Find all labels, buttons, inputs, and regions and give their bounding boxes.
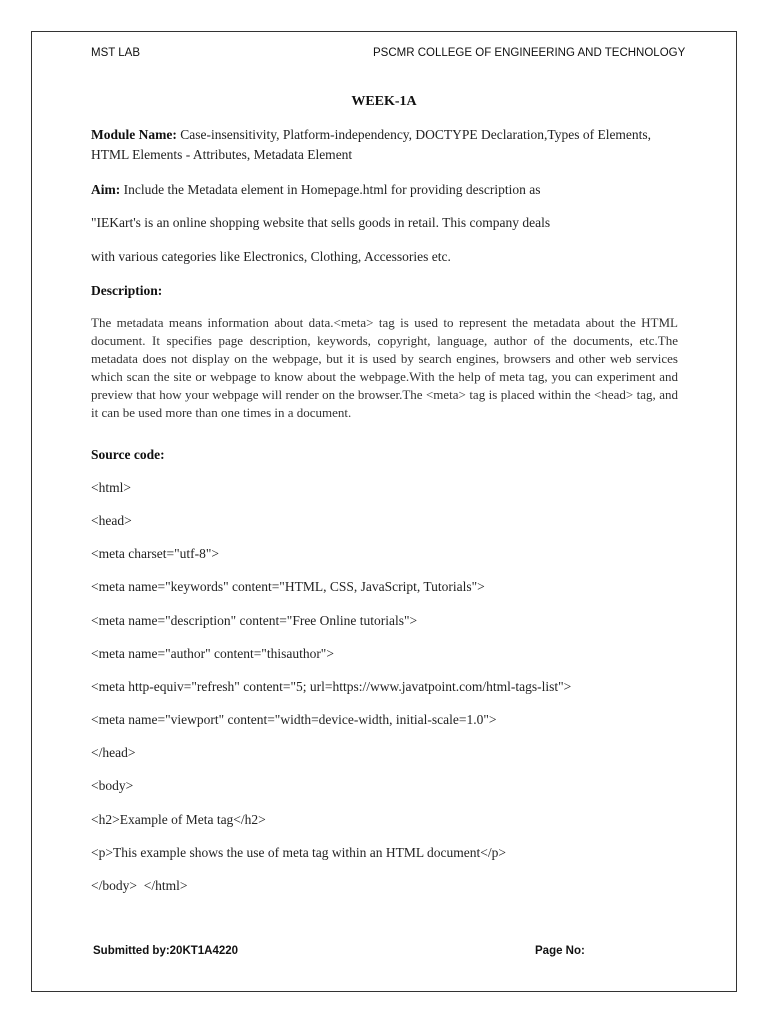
- description-text: The metadata means information about data.<meta> tag is used to represent the metadata about the HTML document. It specifies page description, keywords, copyright, language, author of the documents, etc.The metadata does not display on the webpage, but it is used by search engines, browsers and other web services which scan the site or webpage to know about the webpage.With the help of meta tag, you can experiment and preview that how your webpage will render on the browser.The <meta> tag is placed within the <head> tag, and it can be used more than one times in a document.: [91, 315, 678, 420]
- code-line: <meta name="keywords" content="HTML, CSS, JavaScript, Tutorials">: [91, 579, 485, 594]
- code-line: <body>: [91, 778, 134, 793]
- code-line: </body> </html>: [91, 878, 188, 893]
- code-line: <meta name="author" content="thisauthor">: [91, 646, 334, 661]
- code-line: <meta http-equiv="refresh" content="5; url=https://www.javatpoint.com/html-tags-list">: [91, 679, 572, 694]
- code-line: <h2>Example of Meta tag</h2>: [91, 812, 266, 827]
- page-title: WEEK-1A: [351, 94, 417, 109]
- aim-line-2: "IEKart's is an online shopping website that sells goods in retail. This company deals: [91, 215, 551, 230]
- code-line: <meta charset="utf-8">: [91, 546, 219, 561]
- aim-line-3: with various categories like Electronics, Clothing, Accessories etc.: [91, 249, 451, 264]
- code-line: </head>: [91, 745, 136, 760]
- module-text: Case-insensitivity, Platform-independency, DOCTYPE Declaration,Types of Elements, HTML Elements - Attributes, Metadata Element: [91, 127, 652, 162]
- code-line: <html>: [91, 480, 131, 495]
- code-line: <meta name="description" content="Free Online tutorials">: [91, 613, 418, 628]
- aim-text: Include the Metadata element in Homepage.html for providing description as: [120, 182, 541, 197]
- aim-paragraph: [91, 180, 681, 200]
- code-line: <head>: [91, 513, 132, 528]
- aim-label: Aim:: [91, 182, 121, 197]
- module-paragraph: [91, 125, 681, 165]
- code-line: <p>This example shows the use of meta tag within an HTML document</p>: [91, 845, 506, 860]
- module-label: Module Name:: [91, 127, 177, 142]
- description-heading: Description:: [91, 283, 163, 298]
- source-heading: Source code:: [91, 447, 165, 462]
- header-lab-name: MST LAB: [91, 47, 140, 59]
- footer-page-number: Page No:: [535, 945, 585, 957]
- code-line: <meta name="viewport" content="width=device-width, initial-scale=1.0">: [91, 712, 497, 727]
- header-college-name: PSCMR COLLEGE OF ENGINEERING AND TECHNOLOGY: [373, 47, 686, 59]
- footer-submitted-by: Submitted by:20KT1A4220: [93, 945, 239, 957]
